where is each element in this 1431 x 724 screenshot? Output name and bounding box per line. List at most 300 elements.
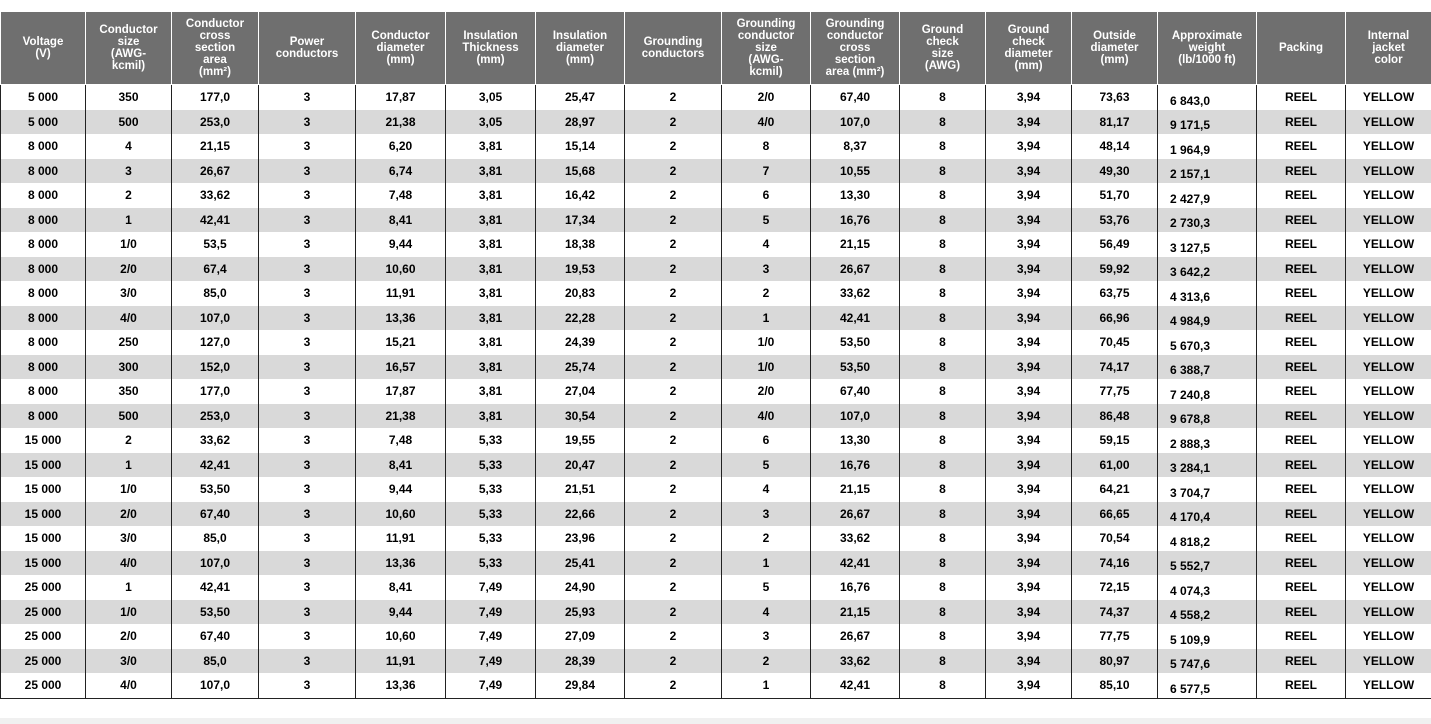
table-cell: 27,09 [536, 624, 625, 649]
table-row [1, 355, 1431, 380]
table-cell: 4 [722, 600, 811, 625]
table-cell: REEL [1257, 159, 1346, 184]
table-cell: 9,44 [356, 477, 446, 502]
table-cell: 7,48 [356, 183, 446, 208]
table-header-row [1, 12, 1431, 85]
table-cell: 28,39 [536, 649, 625, 674]
table-cell: YELLOW [1346, 428, 1431, 453]
column-header: Voltage (V) [1, 12, 86, 85]
table-cell: REEL [1257, 257, 1346, 282]
table-cell: 67,40 [172, 502, 259, 527]
table-cell: 16,42 [536, 183, 625, 208]
table-cell: 15 000 [1, 526, 86, 551]
table-cell: 8 [900, 428, 986, 453]
table-cell: REEL [1257, 624, 1346, 649]
table-cell: 66,65 [1072, 502, 1158, 527]
table-cell: 21,51 [536, 477, 625, 502]
table-cell: 8 [900, 110, 986, 135]
table-cell: 33,62 [811, 281, 900, 306]
table-cell: 3 [259, 673, 356, 698]
table-cell: 7,49 [446, 624, 536, 649]
table-cell: 4/0 [722, 404, 811, 429]
table-cell: 6,20 [356, 134, 446, 159]
table-cell: 25 000 [1, 673, 86, 698]
table-cell: 8,41 [356, 575, 446, 600]
table-cell: 53,76 [1072, 208, 1158, 233]
table-cell: 8 [900, 649, 986, 674]
table-cell: 8 000 [1, 355, 86, 380]
table-cell: YELLOW [1346, 502, 1431, 527]
table-cell: 15 000 [1, 428, 86, 453]
table-cell: 20,83 [536, 281, 625, 306]
table-cell: 42,41 [811, 306, 900, 331]
table-cell: 8 000 [1, 208, 86, 233]
table-cell: REEL [1257, 453, 1346, 478]
table-cell: 4/0 [722, 110, 811, 135]
table-row [1, 159, 1431, 184]
table-cell: 11,91 [356, 649, 446, 674]
table-cell: 13,36 [356, 551, 446, 576]
table-cell: YELLOW [1346, 232, 1431, 257]
table-cell: 27,04 [536, 379, 625, 404]
table-cell: 5,33 [446, 502, 536, 527]
table-cell: 20,47 [536, 453, 625, 478]
column-header: Internal jacket color [1346, 12, 1431, 85]
table-cell: 8 000 [1, 183, 86, 208]
table-cell: 8 [900, 355, 986, 380]
table-cell: 1 [722, 673, 811, 698]
table-cell: 56,49 [1072, 232, 1158, 257]
table-row [1, 624, 1431, 649]
table-cell: 107,0 [811, 110, 900, 135]
table-cell: 3,94 [986, 306, 1072, 331]
table-cell: YELLOW [1346, 330, 1431, 355]
table-cell: 11,91 [356, 281, 446, 306]
table-cell: 33,62 [811, 649, 900, 674]
table-cell: 5 109,9 [1158, 624, 1257, 649]
table-cell: 17,34 [536, 208, 625, 233]
table-cell: 8 [900, 379, 986, 404]
table-cell: 5,33 [446, 428, 536, 453]
table-cell: 2 [625, 257, 722, 282]
table-cell: 7,49 [446, 600, 536, 625]
table-row [1, 551, 1431, 576]
table-cell: REEL [1257, 649, 1346, 674]
table-cell: 85,0 [172, 281, 259, 306]
table-cell: 9 678,8 [1158, 404, 1257, 429]
table-cell: 8 000 [1, 134, 86, 159]
table-cell: 10,60 [356, 624, 446, 649]
table-cell: 48,14 [1072, 134, 1158, 159]
table-cell: 13,30 [811, 428, 900, 453]
table-cell: 3,94 [986, 110, 1072, 135]
table-cell: 3,81 [446, 404, 536, 429]
table-cell: 9 171,5 [1158, 110, 1257, 135]
table-cell: 8 [900, 232, 986, 257]
table-cell: 2 [625, 526, 722, 551]
table-cell: REEL [1257, 477, 1346, 502]
table-cell: 3,05 [446, 85, 536, 110]
table-cell: 8 [900, 306, 986, 331]
table-cell: 67,4 [172, 257, 259, 282]
table-cell: 8 [900, 502, 986, 527]
table-cell: 19,55 [536, 428, 625, 453]
table-cell: 2/0 [86, 257, 172, 282]
table-cell: 15 000 [1, 502, 86, 527]
table-cell: 42,41 [172, 208, 259, 233]
table-cell: 3,94 [986, 477, 1072, 502]
table-row [1, 281, 1431, 306]
table-cell: 6 577,5 [1158, 673, 1257, 698]
table-cell: 16,57 [356, 355, 446, 380]
table-cell: REEL [1257, 673, 1346, 698]
table-cell: 3,81 [446, 355, 536, 380]
table-cell: YELLOW [1346, 306, 1431, 331]
table-cell: 3 [259, 355, 356, 380]
table-row [1, 183, 1431, 208]
table-cell: 2 [722, 281, 811, 306]
table-cell: 25 000 [1, 624, 86, 649]
table-cell: 64,21 [1072, 477, 1158, 502]
table-cell: YELLOW [1346, 379, 1431, 404]
table-cell: 3 [86, 159, 172, 184]
table-cell: YELLOW [1346, 183, 1431, 208]
table-cell: 3 642,2 [1158, 257, 1257, 282]
table-cell: 4/0 [86, 306, 172, 331]
table-cell: 16,76 [811, 208, 900, 233]
table-cell: 53,50 [811, 355, 900, 380]
table-cell: 21,15 [811, 600, 900, 625]
table-cell: 107,0 [172, 306, 259, 331]
table-cell: YELLOW [1346, 649, 1431, 674]
table-cell: 15,21 [356, 330, 446, 355]
table-cell: 53,50 [172, 600, 259, 625]
table-cell: 8,37 [811, 134, 900, 159]
table-cell: 5 552,7 [1158, 551, 1257, 576]
column-header: Ground check diameter (mm) [986, 12, 1072, 85]
table-cell: 16,76 [811, 453, 900, 478]
table-cell: 2 [625, 624, 722, 649]
table-cell: 2 [625, 110, 722, 135]
table-cell: 3 [259, 404, 356, 429]
table-cell: 8,41 [356, 453, 446, 478]
table-cell: 3,81 [446, 281, 536, 306]
table-cell: 11,91 [356, 526, 446, 551]
table-cell: 22,28 [536, 306, 625, 331]
table-cell: 4 074,3 [1158, 575, 1257, 600]
table-cell: 72,15 [1072, 575, 1158, 600]
table-cell: 2 [625, 355, 722, 380]
table-cell: 4 [722, 477, 811, 502]
table-cell: 3,94 [986, 453, 1072, 478]
table-cell: 4 [86, 134, 172, 159]
table-cell: 3 [259, 232, 356, 257]
table-row [1, 600, 1431, 625]
table-cell: 3 [259, 330, 356, 355]
table-row [1, 404, 1431, 429]
table-cell: 4 984,9 [1158, 306, 1257, 331]
table-cell: 5,33 [446, 526, 536, 551]
table-cell: 23,96 [536, 526, 625, 551]
table-cell: 3 [259, 649, 356, 674]
table-cell: 3,81 [446, 183, 536, 208]
table-cell: 5 [722, 453, 811, 478]
table-cell: 17,87 [356, 85, 446, 110]
table-cell: 2 [625, 183, 722, 208]
table-cell: 3,94 [986, 330, 1072, 355]
column-header: Conductor diameter (mm) [356, 12, 446, 85]
table-cell: 1/0 [722, 330, 811, 355]
table-cell: REEL [1257, 306, 1346, 331]
table-cell: 4 [722, 232, 811, 257]
table-cell: 5,33 [446, 477, 536, 502]
table-cell: 3 [259, 159, 356, 184]
table-row [1, 379, 1431, 404]
table-cell: 7 240,8 [1158, 379, 1257, 404]
table-cell: 3 127,5 [1158, 232, 1257, 257]
table-cell: YELLOW [1346, 281, 1431, 306]
table-cell: 3 [259, 208, 356, 233]
table-cell: 2 [625, 306, 722, 331]
table-cell: 2 [625, 85, 722, 110]
table-cell: 2 [625, 477, 722, 502]
table-cell: 8 000 [1, 232, 86, 257]
table-cell: YELLOW [1346, 134, 1431, 159]
table-cell: 3 [259, 600, 356, 625]
table-cell: 53,50 [172, 477, 259, 502]
table-cell: 3 284,1 [1158, 453, 1257, 478]
table-cell: 8 [900, 624, 986, 649]
table-cell: REEL [1257, 551, 1346, 576]
table-cell: 300 [86, 355, 172, 380]
table-cell: 500 [86, 110, 172, 135]
table-cell: 22,66 [536, 502, 625, 527]
table-cell: YELLOW [1346, 477, 1431, 502]
table-cell: 2 [722, 526, 811, 551]
table-cell: 8 000 [1, 379, 86, 404]
table-cell: YELLOW [1346, 551, 1431, 576]
table-cell: 3 [259, 575, 356, 600]
table-cell: 9,44 [356, 600, 446, 625]
table-cell: 33,62 [172, 428, 259, 453]
table-cell: 3,94 [986, 428, 1072, 453]
table-cell: 8 [900, 404, 986, 429]
table-cell: 3,81 [446, 159, 536, 184]
table-cell: 3,81 [446, 134, 536, 159]
table-cell: 8 000 [1, 257, 86, 282]
table-cell: 8 000 [1, 306, 86, 331]
table-cell: 3 [259, 624, 356, 649]
table-cell: 2 [86, 428, 172, 453]
table-cell: 107,0 [811, 404, 900, 429]
table-cell: REEL [1257, 575, 1346, 600]
table-cell: 2 [625, 649, 722, 674]
table-cell: 8 000 [1, 159, 86, 184]
table-cell: 8 [900, 159, 986, 184]
table-cell: 2 427,9 [1158, 183, 1257, 208]
table-cell: 8 [722, 134, 811, 159]
table-cell: REEL [1257, 232, 1346, 257]
table-cell: YELLOW [1346, 208, 1431, 233]
table-cell: 3,81 [446, 257, 536, 282]
table-cell: 21,38 [356, 110, 446, 135]
table-cell: 3,94 [986, 232, 1072, 257]
table-cell: REEL [1257, 502, 1346, 527]
table-cell: 8 [900, 330, 986, 355]
table-cell: 51,70 [1072, 183, 1158, 208]
table-cell: 42,41 [172, 575, 259, 600]
table-cell: 3 [722, 624, 811, 649]
table-cell: 177,0 [172, 85, 259, 110]
table-cell: 53,50 [811, 330, 900, 355]
table-cell: YELLOW [1346, 355, 1431, 380]
table-cell: 8 [900, 281, 986, 306]
table-cell: 3,94 [986, 379, 1072, 404]
table-cell: 2 [625, 404, 722, 429]
table-cell: 67,40 [811, 85, 900, 110]
table-cell: REEL [1257, 355, 1346, 380]
column-header: Approximate weight (lb/1000 ft) [1158, 12, 1257, 85]
table-cell: 8 [900, 453, 986, 478]
table-cell: 5,33 [446, 551, 536, 576]
table-cell: 3 [259, 453, 356, 478]
table-cell: 107,0 [172, 551, 259, 576]
table-cell: 8 [900, 134, 986, 159]
table-cell: 26,67 [811, 624, 900, 649]
table-cell: 3,94 [986, 281, 1072, 306]
table-cell: 3 [259, 85, 356, 110]
table-cell: YELLOW [1346, 257, 1431, 282]
table-row [1, 134, 1431, 159]
table-cell: 3 [259, 428, 356, 453]
table-cell: 1 [722, 551, 811, 576]
table-cell: 8 [900, 551, 986, 576]
table-cell: 3 [259, 110, 356, 135]
table-cell: YELLOW [1346, 110, 1431, 135]
table-cell: 18,38 [536, 232, 625, 257]
table-cell: 3,81 [446, 306, 536, 331]
table-row [1, 232, 1431, 257]
table-cell: 3,94 [986, 85, 1072, 110]
table-cell: 3 [259, 551, 356, 576]
table-cell: 4 170,4 [1158, 502, 1257, 527]
table-row [1, 477, 1431, 502]
table-cell: 24,90 [536, 575, 625, 600]
footer-strip [0, 718, 1431, 724]
table-cell: 2 [625, 281, 722, 306]
table-cell: 59,92 [1072, 257, 1158, 282]
table-cell: 6 388,7 [1158, 355, 1257, 380]
table-cell: 25,47 [536, 85, 625, 110]
table-cell: 3,94 [986, 183, 1072, 208]
table-cell: 5 000 [1, 110, 86, 135]
table-cell: 4/0 [86, 551, 172, 576]
table-cell: 42,41 [811, 551, 900, 576]
table-cell: REEL [1257, 183, 1346, 208]
table-cell: 2 [625, 551, 722, 576]
table-cell: 26,67 [811, 257, 900, 282]
table-cell: 3,94 [986, 624, 1072, 649]
table-cell: 2 [625, 673, 722, 698]
table-cell: 8 [900, 183, 986, 208]
table-cell: 21,15 [811, 477, 900, 502]
table-cell: REEL [1257, 600, 1346, 625]
table-cell: 85,0 [172, 649, 259, 674]
column-header: Grounding conductor size (AWG- kcmil) [722, 12, 811, 85]
table-cell: 1 [722, 306, 811, 331]
table-cell: 77,75 [1072, 624, 1158, 649]
table-cell: 80,97 [1072, 649, 1158, 674]
table-cell: 250 [86, 330, 172, 355]
table-row [1, 453, 1431, 478]
table-cell: 8 [900, 85, 986, 110]
table-cell: 4 818,2 [1158, 526, 1257, 551]
table-cell: 2 [625, 134, 722, 159]
table-cell: 3 [259, 477, 356, 502]
table-cell: 74,17 [1072, 355, 1158, 380]
table-cell: 2 [625, 379, 722, 404]
table-cell: 81,17 [1072, 110, 1158, 135]
table-cell: 85,10 [1072, 673, 1158, 698]
table-cell: 25 000 [1, 575, 86, 600]
table-cell: 2 [625, 330, 722, 355]
table-cell: 86,48 [1072, 404, 1158, 429]
table-cell: 7,48 [356, 428, 446, 453]
table-cell: 3,05 [446, 110, 536, 135]
table-cell: 25,41 [536, 551, 625, 576]
table-cell: 6 [722, 183, 811, 208]
table-cell: 1/0 [86, 477, 172, 502]
table-cell: 2 [86, 183, 172, 208]
column-header: Grounding conductor cross section area (mm²) [811, 12, 900, 85]
table-cell: 21,38 [356, 404, 446, 429]
table-cell: 6,74 [356, 159, 446, 184]
table-cell: 28,97 [536, 110, 625, 135]
table-cell: 10,60 [356, 502, 446, 527]
table-cell: 3,81 [446, 330, 536, 355]
table-cell: 3 [259, 281, 356, 306]
table-cell: 3 [259, 502, 356, 527]
table-cell: 3 [259, 379, 356, 404]
table-cell: 253,0 [172, 404, 259, 429]
table-cell: 8 000 [1, 330, 86, 355]
column-header: Insulation Thickness (mm) [446, 12, 536, 85]
table-cell: 74,37 [1072, 600, 1158, 625]
column-header: Conductor size (AWG- kcmil) [86, 12, 172, 85]
table-cell: 16,76 [811, 575, 900, 600]
table-cell: 5 670,3 [1158, 330, 1257, 355]
table-cell: 63,75 [1072, 281, 1158, 306]
table-cell: 8 [900, 673, 986, 698]
table-cell: 8 [900, 477, 986, 502]
table-cell: 6 843,0 [1158, 85, 1257, 110]
table-cell: 21,15 [172, 134, 259, 159]
table-cell: 7 [722, 159, 811, 184]
table-cell: REEL [1257, 428, 1346, 453]
table-cell: 3/0 [86, 526, 172, 551]
table-cell: 3,94 [986, 575, 1072, 600]
table-cell: 15,14 [536, 134, 625, 159]
table-cell: 67,40 [172, 624, 259, 649]
table-cell: YELLOW [1346, 600, 1431, 625]
column-header: Insulation diameter (mm) [536, 12, 625, 85]
cable-spec-table [0, 11, 1431, 699]
table-cell: 5 [722, 575, 811, 600]
cable-spec-table-container [0, 11, 1431, 699]
table-cell: 3,94 [986, 355, 1072, 380]
table-cell: 13,36 [356, 673, 446, 698]
table-cell: 1 [86, 208, 172, 233]
